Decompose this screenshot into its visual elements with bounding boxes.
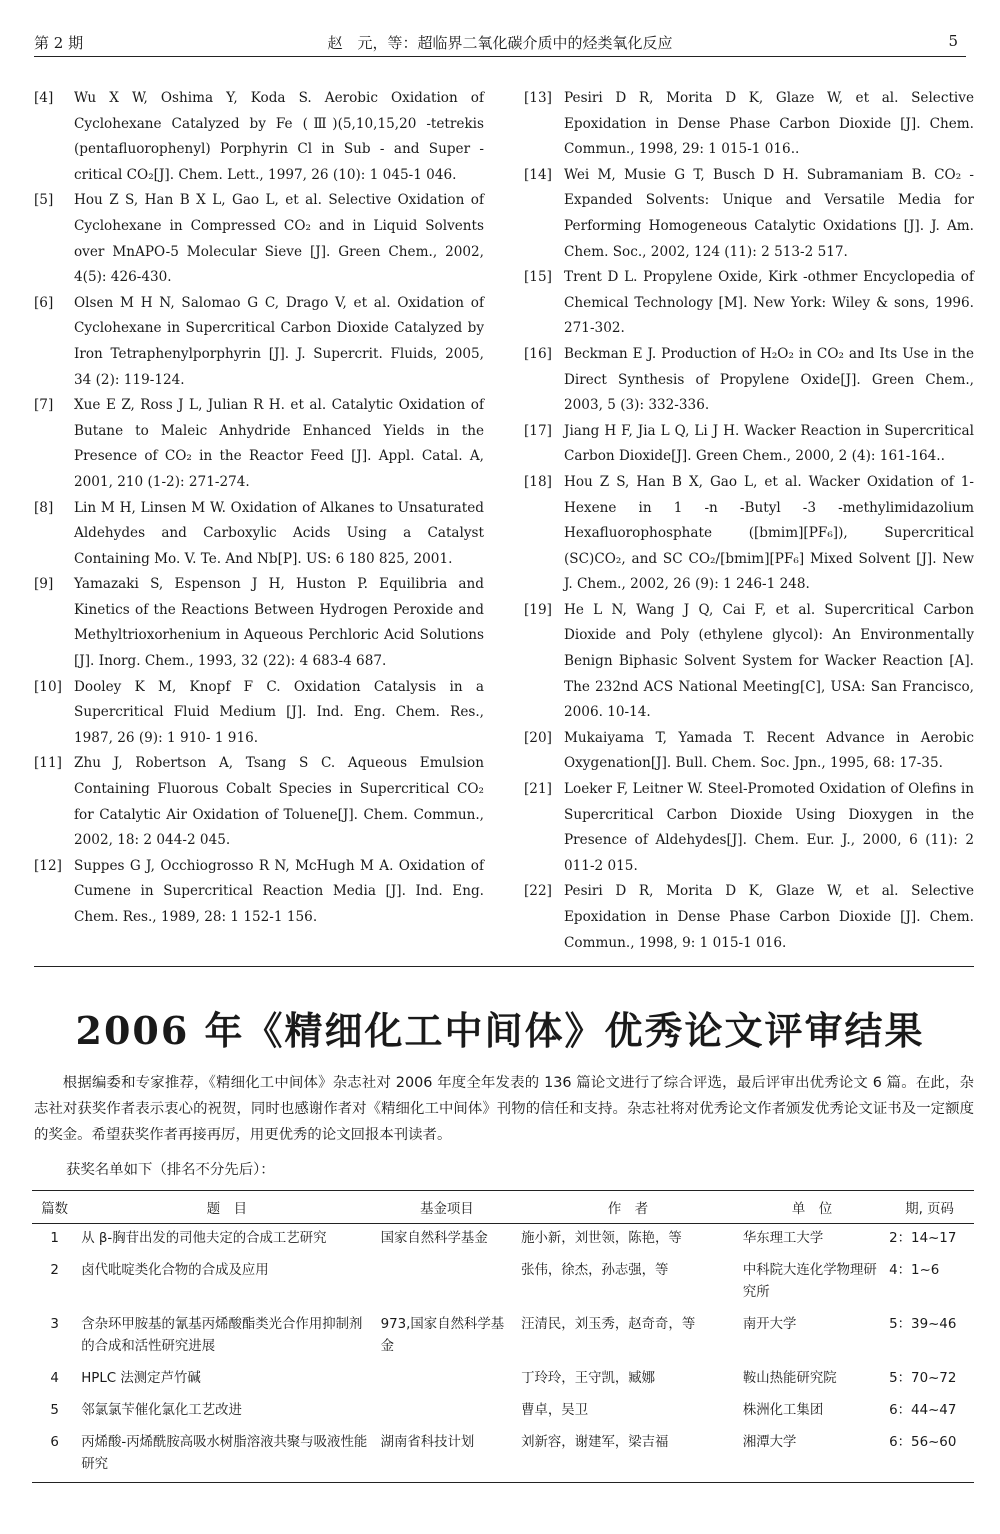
reference-text: Dooley K M, Knopf F C. Oxidation Catalysis in a Supercritical Fluid Medium [J]. Ind. Eng. Chem. Res., 1987, 26 (9): 1 910- 1 916. <box>74 678 484 746</box>
reference-number: [17] <box>524 422 552 439</box>
row-number: 2 <box>50 1263 59 1278</box>
reference-item <box>524 419 974 470</box>
reference-text: Trent D L. Propylene Oxide, Kirk -othmer Encyclopedia of Chemical Technology [M]. New York: Wiley & sons, 1996. 271-302. <box>564 269 974 337</box>
header-authors: 作 者 <box>517 1191 739 1224</box>
winners-label: 获奖名单如下（排名不分先后）： <box>66 1162 275 1178</box>
table-header-row <box>32 1191 974 1224</box>
fund-project: 973,国家自然科学基金 <box>380 1317 505 1354</box>
reference-item <box>524 726 974 777</box>
authors: 刘新容，谢建军，梁吉福 <box>521 1435 669 1450</box>
reference-text: Loeker F, Leitner W. Steel-Promoted Oxidation of Olefins in Supercritical Carbon Dioxide Using Dioxygen in the Presence of Aldehydes[J]. Chem. Eur. J., 2000, 6 (11): 2 011-2 015. <box>564 781 974 874</box>
reference-item <box>34 291 484 393</box>
reference-text: Hou Z S, Han B X L, Gao L, et al. Selective Oxidation of Cyclohexane in Compressed CO₂ and in Liquid Solvents over MnAPO-5 Molecular Sieve [J]. Green Chem., 2002, 4(5): 426-430. <box>74 192 484 286</box>
header-fund: 基金项目 <box>377 1191 518 1224</box>
reference-number: [7] <box>34 397 54 414</box>
reference-text: Wu X W, Oshima Y, Koda S. Aerobic Oxidation of Cyclohexane Catalyzed by Fe (Ⅲ)(5,10,15,20 -tetrekis (pentafluorophenyl) Porphyrin Cl in Sub - and Super -critical CO₂[J]. Chem. Lett., 1997, 26 (10): 1 045-1 046. <box>74 90 484 183</box>
reference-text: Lin M H, Linsen M W. Oxidation of Alkanes to Unsaturated Aldehydes and Carboxylic Acids Using a Catalyst Containing Mo. V. Te. And Nb[P]. US: 6 180 825, 2001. <box>74 499 484 567</box>
reference-number: [11] <box>34 755 62 772</box>
paper-title: 卤代吡啶类化合物的合成及应用 <box>81 1263 269 1278</box>
issue-pages: 6：56~60 <box>889 1435 957 1450</box>
reference-number: [22] <box>524 883 552 900</box>
header-unit: 单 位 <box>739 1191 885 1224</box>
authors: 曹卓，吴卫 <box>521 1403 589 1418</box>
table-row <box>32 1428 974 1483</box>
reference-text: Olsen M H N, Salomao G C, Drago V, et al. Oxidation of Cyclohexane in Supercritical Carbon Dioxide Catalyzed by Iron Tetraphenylporphyrin [J]. J. Supercrit. Fluids, 2005, 34 (2): 119-124. <box>74 294 484 388</box>
issue-pages: 6：44~47 <box>889 1403 957 1418</box>
issue-pages: 4：1~6 <box>889 1263 940 1278</box>
reference-number: [4] <box>34 90 54 106</box>
table-row <box>32 1396 974 1428</box>
reference-number: [16] <box>524 345 552 362</box>
reference-number: [9] <box>34 576 54 593</box>
reference-item <box>34 675 484 752</box>
reference-item <box>524 163 974 265</box>
issue-label: 第 2 期 <box>34 34 84 52</box>
awards-table <box>32 1190 974 1483</box>
issue-pages: 5：39~46 <box>889 1317 957 1332</box>
running-title: 赵 元，等：超临界二氧化碳介质中的烃类氧化反应 <box>327 34 673 52</box>
reference-number: [14] <box>524 166 552 183</box>
institution: 华东理工大学 <box>742 1231 824 1246</box>
reference-column-left <box>34 86 484 956</box>
row-number: 3 <box>50 1317 59 1332</box>
issue-pages: 2：14~17 <box>889 1231 957 1246</box>
reference-column-right <box>524 86 974 956</box>
table-row <box>32 1364 974 1396</box>
header-no: 篇数 <box>32 1191 77 1224</box>
reference-item <box>34 86 484 188</box>
header-title: 题 目 <box>77 1191 376 1224</box>
reference-text: Mukaiyama T, Yamada T. Recent Advance in Aerobic Oxygenation[J]. Bull. Chem. Soc. Jpn., 1995, 68: 17-35. <box>564 729 974 772</box>
table-row <box>32 1310 974 1364</box>
row-number: 4 <box>50 1371 59 1386</box>
reference-list <box>34 86 974 956</box>
reference-number: [19] <box>524 601 552 618</box>
reference-item <box>524 598 974 726</box>
fund-project: 湖南省科技计划 <box>380 1435 475 1450</box>
reference-item <box>34 572 484 674</box>
paper-title: 邻氯氯苄催化氯化工艺改进 <box>81 1403 242 1418</box>
reference-number: [15] <box>524 269 552 286</box>
institution: 中科院大连化学物理研究所 <box>742 1263 877 1300</box>
reference-item <box>34 188 484 290</box>
section-intro: 根据编委和专家推荐，《精细化工中间体》杂志社对 2006 年度全年发表的 136 篇论文进行了综合评选，最后评审出优秀论文 6 篇。在此，杂志社对获奖作者表示衷心的祝贺，同时也感谢作者对《精细化工中间体》刊物的信任和支持。杂志社将对优秀论文作者颁发优秀论文证书及一定额度的奖金。希望获奖作者再接再厉，用更优秀的论文回报本刊读者。 <box>34 1075 974 1143</box>
paper-title: 从 β-胸苷出发的司他夫定的合成工艺研究 <box>81 1231 327 1246</box>
reference-item <box>34 854 484 931</box>
institution: 株洲化工集团 <box>742 1403 824 1418</box>
reference-text: Yamazaki S, Espenson J H, Huston P. Equilibria and Kinetics of the Reactions Between Hydrogen Peroxide and Methyltrioxorhenium in Aqueous Perchloric Acid Solutions [J]. Inorg. Chem., 1993, 32 (22): 4 683-4 687. <box>74 576 484 670</box>
reference-text: Hou Z S, Han B X, Gao L, et al. Wacker Oxidation of 1-Hexene in 1 -n -Butyl -3 -methylimidazolium Hexafluorophosphate ([bmim][PF₆]), Supercritical (SC)CO₂, and SC CO₂/[bmim][PF₆] Mixed Solvent [J]. New J. Chem., 2002, 26 (9): 1 246-1 248. <box>564 473 974 593</box>
reference-number: [8] <box>34 499 54 516</box>
page-number: 5 <box>948 32 958 50</box>
reference-text: Jiang H F, Jia L Q, Li J H. Wacker Reaction in Supercritical Carbon Dioxide[J]. Green Chem., 2000, 2 (4): 161-164.. <box>564 422 974 465</box>
reference-item <box>524 86 974 163</box>
fund-project: 国家自然科学基金 <box>380 1231 488 1246</box>
authors: 张伟，徐杰，孙志强，等 <box>521 1263 669 1278</box>
section-title: 2006 年《精细化工中间体》优秀论文评审结果 <box>75 1008 925 1053</box>
reference-item <box>524 777 974 879</box>
running-header <box>34 28 966 57</box>
reference-item <box>524 342 974 419</box>
row-number: 5 <box>50 1403 59 1418</box>
reference-text: Xue E Z, Ross J L, Julian R H. et al. Catalytic Oxidation of Butane to Maleic Anhydride Enhanced Yields in the Presence of CO₂ in the Reactor Feed [J]. Appl. Catal. A, 2001, 210 (1-2): 271-274. <box>74 397 484 490</box>
reference-number: [10] <box>34 678 62 695</box>
reference-number: [12] <box>34 857 62 874</box>
row-number: 1 <box>50 1231 59 1246</box>
paper-title: HPLC 法测定芦竹碱 <box>81 1371 201 1386</box>
institution: 湘潭大学 <box>742 1435 797 1450</box>
reference-text: Pesiri D R, Morita D K, Glaze W, et al. Selective Epoxidation in Dense Phase Carbon Dioxide [J]. Chem. Commun., 1998, 29: 1 015-1 016.. <box>564 90 974 158</box>
reference-text: Zhu J, Robertson A, Tsang S C. Aqueous Emulsion Containing Fluorous Cobalt Species in Supercritical CO₂ for Catalytic Air Oxidation of Toluene[J]. Chem. Commun., 2002, 18: 2 044-2 045. <box>74 755 484 849</box>
table-row <box>32 1224 974 1257</box>
reference-text: Suppes G J, Occhiogrosso R N, McHugh M A. Oxidation of Cumene in Supercritical Reaction Media [J]. Ind. Eng. Chem. Res., 1989, 28: 1 152-1 156. <box>74 857 484 925</box>
row-number: 6 <box>50 1435 59 1450</box>
reference-item <box>34 393 484 495</box>
reference-item <box>524 470 974 598</box>
paper-title: 丙烯酸-丙烯酰胺高吸水树脂溶液共聚与吸液性能研究 <box>81 1435 368 1472</box>
reference-number: [6] <box>34 294 54 311</box>
reference-number: [18] <box>524 473 552 490</box>
section-divider <box>34 966 974 967</box>
reference-item <box>524 265 974 342</box>
fund-project <box>377 1256 518 1310</box>
reference-number: [13] <box>524 90 552 106</box>
header-page: 期, 页码 <box>885 1191 974 1224</box>
reference-text: Pesiri D R, Morita D K, Glaze W, et al. Selective Epoxidation in Dense Phase Carbon Dioxide [J]. Chem. Commun., 1998, 9: 1 015-1 016. <box>564 883 974 951</box>
authors: 丁玲玲，王守凯，臧娜 <box>521 1371 656 1386</box>
reference-item <box>34 751 484 853</box>
paper-title: 含杂环甲胺基的氰基丙烯酸酯类光合作用抑制剂的合成和活性研究进展 <box>81 1317 363 1354</box>
authors: 汪清民，刘玉秀，赵奇奇，等 <box>521 1317 696 1332</box>
reference-item <box>34 496 484 573</box>
reference-number: [21] <box>524 781 552 798</box>
reference-text: He L N, Wang J Q, Cai F, et al. Supercritical Carbon Dioxide and Poly (ethylene glycol): An Environmentally Benign Biphasic Solvent System for Wacker Reaction [A]. The 232nd ACS National Meeting[C], USA: San Francisco, 2006. 10-14. <box>564 601 974 721</box>
institution: 南开大学 <box>742 1317 797 1332</box>
fund-project <box>377 1364 518 1396</box>
reference-item <box>524 879 974 956</box>
fund-project <box>377 1396 518 1428</box>
authors: 施小新，刘世领，陈艳，等 <box>521 1231 682 1246</box>
table-row <box>32 1256 974 1310</box>
reference-number: [5] <box>34 192 54 209</box>
issue-pages: 5：70~72 <box>889 1371 957 1386</box>
reference-text: Wei M, Musie G T, Busch D H. Subramaniam B. CO₂ -Expanded Solvents: Unique and Versatile Media for Performing Homogeneous Catalytic Oxidations [J]. J. Am. Chem. Soc., 2002, 124 (11): 2 513-2 517. <box>564 166 974 260</box>
reference-number: [20] <box>524 729 552 746</box>
reference-text: Beckman E J. Production of H₂O₂ in CO₂ and Its Use in the Direct Synthesis of Propylene Oxide[J]. Green Chem., 2003, 5 (3): 332-336. <box>564 345 974 414</box>
institution: 鞍山热能研究院 <box>742 1371 837 1386</box>
